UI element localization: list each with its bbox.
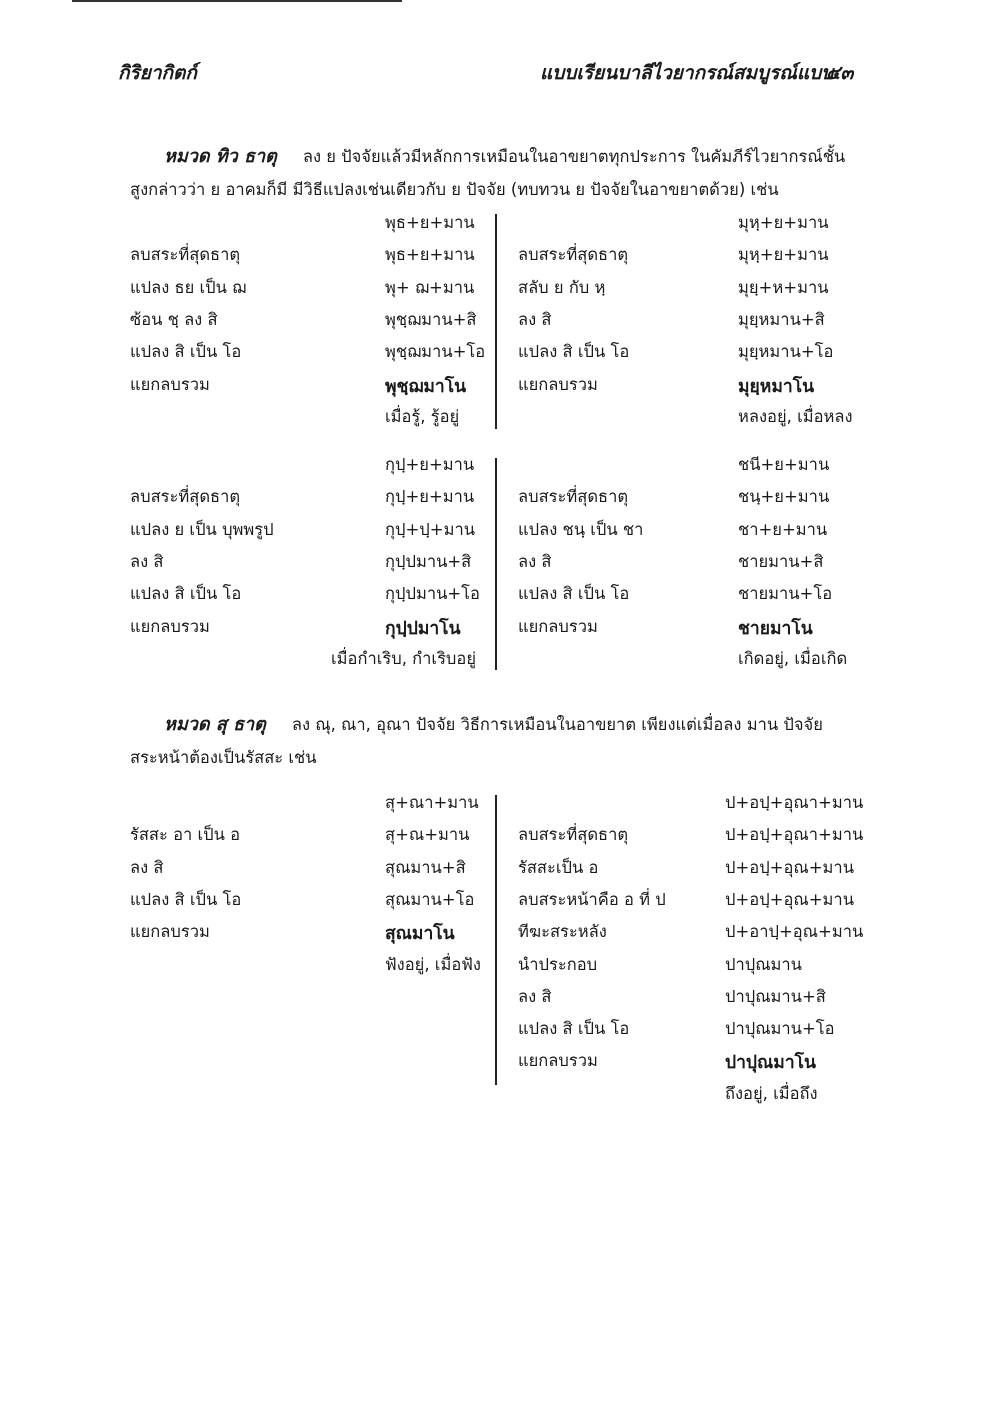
block-a-left-step-label: แปลง ธย เป็น ฌ — [130, 277, 247, 297]
block-c-left-step-form: สุณมาน+โอ — [385, 889, 475, 909]
block-b-left-step-label: แปลง สิ เป็น โอ — [130, 584, 242, 604]
block-c-right-step-label: ลบสระที่สุดธาตุ — [518, 825, 629, 845]
block-a-left-step-form: พุชฺฌมาโน — [385, 376, 467, 397]
block-b-left-step-label: ลง สิ — [130, 551, 164, 571]
block-c-left-step-label: ลง สิ — [130, 857, 164, 877]
block-b-right-step-form: ชายมาโน — [738, 618, 813, 639]
block-a-right-step-label: แยกลบรวม — [518, 374, 598, 394]
block-c-right-step-form: ป+อปฺ+อุณ+มาน — [725, 857, 854, 877]
block-b-right-step-label: แปลง ชนฺ เป็น ชา — [518, 519, 644, 539]
block-b-divider — [495, 458, 497, 670]
block-c-right-step-form: ปาปุณมาน+สิ — [725, 986, 826, 1006]
block-a-right-meaning: หลงอยู่, เมื่อหลง — [738, 406, 853, 426]
block-b-right-step-label: แปลง สิ เป็น โอ — [518, 584, 630, 604]
top-rule — [72, 0, 402, 2]
block-c-left-step-form: สุณมาโน — [385, 924, 455, 945]
section2-text: ลง ณุ, ณา, อุณา ปัจจัย วิธีการเหมือนในอาขยาต เพียงแต่เมื่อลง มาน ปัจจัย สระหน้าต้องเป็นรัสสะ เช่น — [130, 715, 823, 767]
section2-heading: หมวด สุ ธาตุ — [164, 714, 266, 735]
block-c-right-step-form: ปาปุณมาโน — [725, 1053, 817, 1074]
block-a-right-start-form: มุหฺ+ย+มาน — [738, 213, 829, 232]
block-b-left-step-form: กุปฺ+ปฺ+มาน — [385, 519, 476, 539]
running-header-left: กิริยากิตก์ — [118, 62, 197, 84]
block-a-right-step-label: แปลง สิ เป็น โอ — [518, 342, 630, 362]
block-b-right-step-form: ชนฺ+ย+มาน — [738, 487, 830, 507]
block-c-left-step-form: สุ+ณ+มาน — [385, 825, 470, 845]
block-b-right-step-label: ลง สิ — [518, 551, 552, 571]
block-c-right-meaning: ถึงอยู่, เมื่อถึง — [725, 1083, 818, 1103]
block-a-left-step-form: พุชฺฌมาน+สิ — [385, 309, 477, 329]
block-a-left-step-form: พุชฺฌมาน+โอ — [385, 342, 486, 362]
block-c-right-step-label: รัสสะเป็น อ — [518, 857, 599, 877]
block-c-right-step-label: ลง สิ — [518, 986, 552, 1006]
block-a-right-step-form: มุยฺ+ห+มาน — [738, 277, 829, 297]
block-a-divider — [495, 214, 497, 429]
block-b-left-meaning: เมื่อกำเริบ, กำเริบอยู่ — [331, 648, 476, 668]
block-b-right-step-form: ชา+ย+มาน — [738, 519, 828, 539]
section1-paragraph — [130, 140, 855, 206]
block-a-left-step-form: พุ+ ฌ+มาน — [385, 277, 475, 297]
block-c-right-step-form: ปาปุณมาน — [725, 954, 802, 974]
block-b-left-step-label: แปลง ย เป็น บุพพรูป — [130, 519, 274, 539]
block-a-left-step-label: ซ้อน ชฺ ลง สิ — [130, 309, 218, 329]
block-b-left-step-label: ลบสระที่สุดธาตุ — [130, 487, 241, 507]
block-c-right-step-label: ทีฆะสระหลัง — [518, 922, 607, 942]
block-c-left-meaning: ฟังอยู่, เมื่อฟัง — [385, 954, 481, 974]
block-c-left-step-label: แปลง สิ เป็น โอ — [130, 889, 242, 909]
block-c-right-step-label: ลบสระหน้าคือ อ ที่ ป — [518, 889, 666, 909]
block-a-right-step-form: มุหฺ+ย+มาน — [738, 245, 829, 265]
block-c-right-step-form: ป+อปฺ+อุณ+มาน — [725, 889, 854, 909]
block-c-right-start-form: ป+อปฺ+อุณา+มาน — [725, 793, 864, 812]
block-a-right-step-label: สลับ ย กับ หฺ — [518, 277, 606, 297]
block-a-right-step-form: มุยฺหมาน+สิ — [738, 309, 825, 329]
block-c-right-step-form: ป+อปฺ+อุณา+มาน — [725, 825, 864, 845]
section2-paragraph — [130, 708, 855, 774]
block-b-left-step-form: กุปฺปมาโน — [385, 618, 461, 639]
block-b-right-start-form: ชนี+ย+มาน — [738, 455, 830, 474]
block-c-right-step-label: แยกลบรวม — [518, 1051, 598, 1071]
block-c-left-step-label: แยกลบรวม — [130, 922, 210, 942]
section1-heading: หมวด ทิว ธาตุ — [164, 146, 277, 167]
block-b-right-step-label: แยกลบรวม — [518, 616, 598, 636]
block-a-right-step-form: มุยฺหมาโน — [738, 376, 815, 397]
block-b-left-step-label: แยกลบรวม — [130, 616, 210, 636]
page-number: ๔๓ — [826, 62, 854, 84]
block-c-right-step-label: นำประกอบ — [518, 954, 598, 974]
block-b-right-step-form: ชายมาน+สิ — [738, 551, 824, 571]
block-b-right-meaning: เกิดอยู่, เมื่อเกิด — [738, 648, 848, 668]
block-b-left-step-form: กุปฺปมาน+โอ — [385, 584, 480, 604]
block-a-left-step-label: แปลง สิ เป็น โอ — [130, 342, 242, 362]
block-b-right-step-label: ลบสระที่สุดธาตุ — [518, 487, 629, 507]
running-header-title: แบบเรียนบาลีไวยากรณ์สมบูรณ์แบบ — [540, 62, 834, 84]
block-b-left-step-form: กุปฺปมาน+สิ — [385, 551, 472, 571]
block-a-left-step-label: แยกลบรวม — [130, 374, 210, 394]
block-c-right-step-label: แปลง สิ เป็น โอ — [518, 1019, 630, 1039]
block-a-left-step-label: ลบสระที่สุดธาตุ — [130, 245, 241, 265]
block-b-right-step-form: ชายมาน+โอ — [738, 584, 833, 604]
block-c-left-start-form: สุ+ณา+มาน — [385, 793, 479, 812]
block-b-left-step-form: กุปฺ+ย+มาน — [385, 487, 475, 507]
section1-text: ลง ย ปัจจัยแล้วมีหลักการเหมือนในอาขยาตทุกประการ ในคัมภีร์ไวยากรณ์ชั้นสูงกล่าวว่า ย อาคมก็มี มีวิธีแปลงเช่นเดียวกับ ย ปัจจัย (ทบทวน ย ปัจจัยในอาขยาตด้วย) เช่น — [130, 147, 846, 199]
block-c-divider — [495, 795, 497, 1085]
block-a-right-step-label: ลง สิ — [518, 309, 552, 329]
block-a-right-step-label: ลบสระที่สุดธาตุ — [518, 245, 629, 265]
block-c-left-step-form: สุณมาน+สิ — [385, 857, 466, 877]
block-c-right-step-form: ป+อาปฺ+อุณ+มาน — [725, 922, 864, 942]
block-c-left-step-label: รัสสะ อา เป็น อ — [130, 825, 241, 845]
block-a-left-step-form: พุธ+ย+มาน — [385, 245, 475, 265]
block-c-right-step-form: ปาปุณมาน+โอ — [725, 1019, 835, 1039]
block-a-left-meaning: เมื่อรู้, รู้อยู่ — [385, 406, 460, 426]
block-a-right-step-form: มุยฺหมาน+โอ — [738, 342, 834, 362]
block-b-left-start-form: กุปฺ+ย+มาน — [385, 455, 475, 474]
block-a-left-start-form: พุธ+ย+มาน — [385, 213, 475, 232]
